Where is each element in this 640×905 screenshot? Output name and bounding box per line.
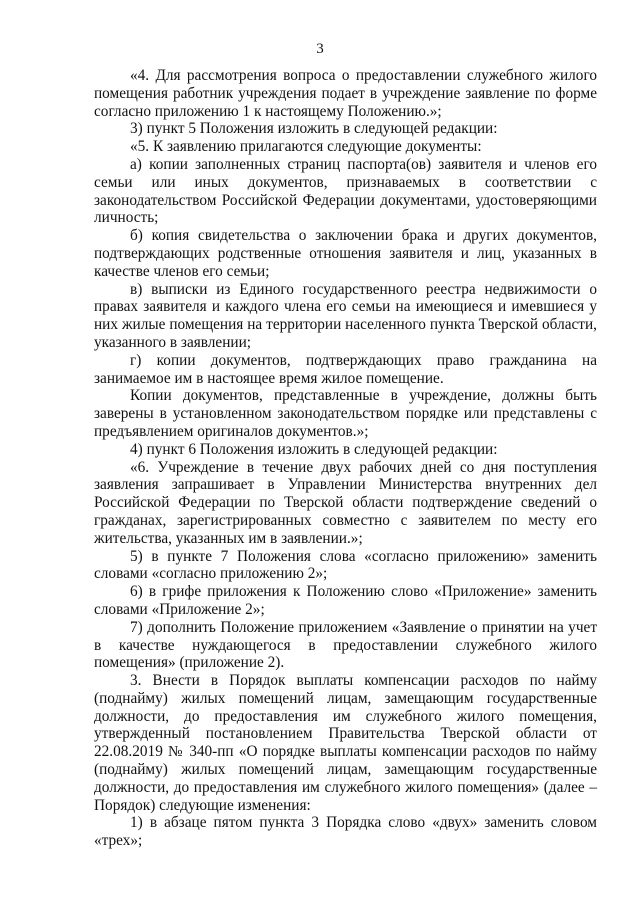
paragraph: 3) пункт 5 Положения изложить в следующей редакции:	[130, 120, 498, 138]
paragraph: 1) в абзаце пятом пункта 3 Порядка слово «двух» заменить словом «трех»;	[94, 814, 597, 850]
paragraph: б) копия свидетельства о заключении брака и других документов, подтверждающих родственные отношения заявителя и лиц, указанных в качестве членов его семьи;	[94, 227, 597, 280]
paragraph: 3. Внести в Порядок выплаты компенсации расходов по найму (поднайму) жилых помещений лицам, замещающим государственные должности, до предоставления им служебного жилого помещения, утвержденный постановлением Правительства Тверской области от 22.08.2019 № 340-пп «О порядке выплаты компенсации расходов по найму (поднайму) жилых помещений лицам, замещающим государственные должности, до предоставления им служебного жилого помещения» (далее – Порядок) следующие изменения:	[94, 672, 597, 814]
paragraph: 4) пункт 6 Положения изложить в следующей редакции:	[130, 440, 498, 458]
paragraph: «6. Учреждение в течение двух рабочих дней со дня поступления заявления запрашивает в Управлении Министерства внутренних дел Российской Федерации по Тверской области подтверждение сведений о гражданах, зарегистрированных совместно с заявителем по месту его жительства, указанных им в заявлении.»;	[94, 458, 597, 547]
paragraph: «4. Для рассмотрения вопроса о предоставлении служебного жилого помещения работник учреждения подает в учреждение заявление по форме согласно приложению 1 к настоящему Положению.»;	[94, 67, 597, 120]
paragraph: «5. К заявлению прилагаются следующие документы:	[130, 138, 482, 156]
paragraph: г) копии документов, подтверждающих право гражданина на занимаемое им в настоящее время жилое помещение.	[94, 351, 597, 387]
page-number: 3	[316, 41, 324, 57]
paragraph: Копии документов, представленные в учреждение, должны быть заверены в установленном законодательством порядке или представлены с предъявлением оригиналов документов.»;	[94, 387, 597, 440]
paragraph: а) копии заполненных страниц паспорта(ов) заявителя и членов его семьи или иных документов, признаваемых в соответствии с законодательством Российской Федерации документами, удостоверяющими личность;	[94, 155, 597, 227]
paragraph: 5) в пункте 7 Положения слова «согласно приложению» заменить словами «согласно приложению 2»;	[94, 547, 597, 583]
paragraph: 6) в грифе приложения к Положению слово «Приложение» заменить словами «Приложение 2»;	[94, 583, 597, 618]
paragraph: в) выписки из Единого государственного реестра недвижимости о правах заявителя и каждого члена его семьи на имеющиеся и имевшиеся у них жилые помещения на территории населенного пункта Тверской области, указанного в заявлении;	[94, 280, 597, 351]
paragraph: 7) дополнить Положение приложением «Заявление о принятии на учет в качестве нуждающегося в предоставлении служебного жилого помещения» (приложение 2).	[94, 618, 597, 672]
document-body	[94, 67, 597, 850]
